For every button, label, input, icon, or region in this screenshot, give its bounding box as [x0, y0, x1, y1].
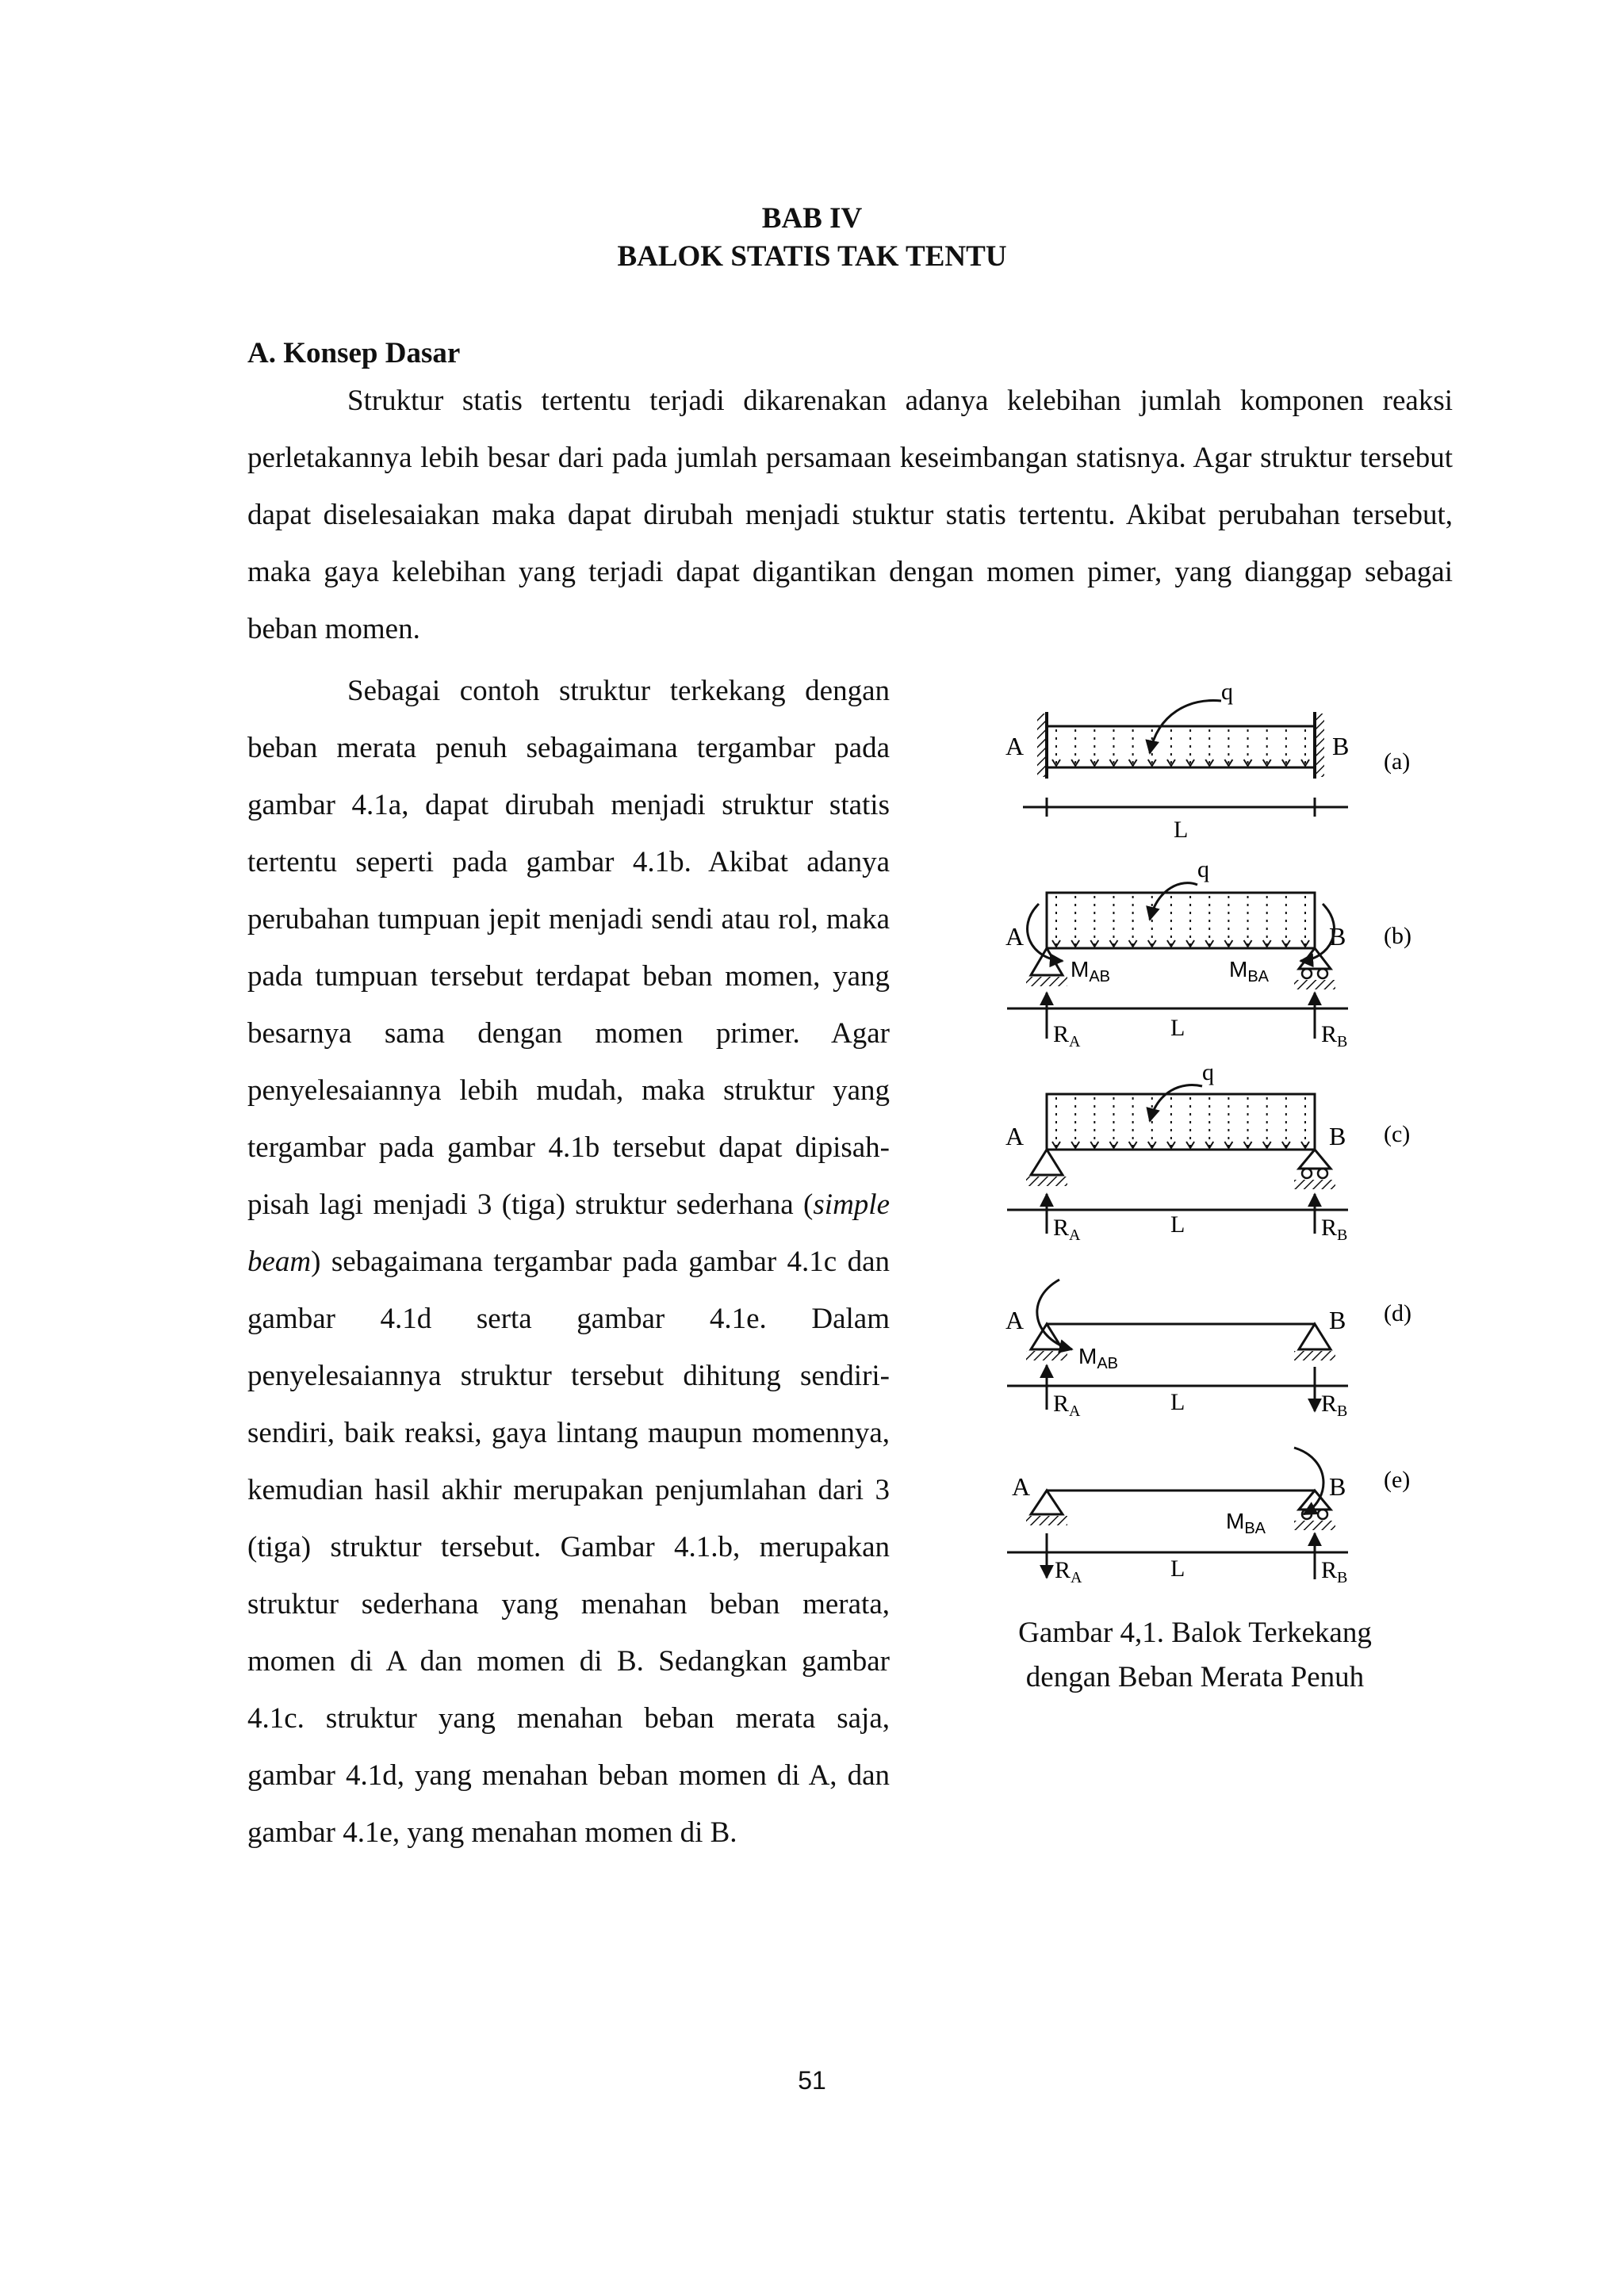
load-q-label-b: q [1197, 856, 1209, 882]
reaction-b-sub: B [1337, 1226, 1348, 1244]
support-a-label-a: A [1005, 732, 1025, 760]
caption-line-1: Gambar 4,1. Balok Terkekang [1018, 1617, 1372, 1649]
intro-paragraph [247, 373, 1453, 658]
roller-wheel-c1 [1302, 1169, 1312, 1178]
moment-letter: M [1078, 1344, 1097, 1368]
pin-ground-b [1026, 977, 1067, 986]
roller-wheel-e2 [1318, 1510, 1327, 1519]
moment-ab-label-d [1078, 1344, 1118, 1372]
roller-wheel-b2 [1318, 969, 1327, 978]
support-b-label-a: B [1332, 732, 1350, 760]
support-b-label-c: B [1329, 1122, 1346, 1150]
panel-e [1007, 1448, 1410, 1586]
reaction-b-sub: B [1337, 1569, 1348, 1586]
reaction-b-sub: B [1337, 1033, 1348, 1050]
pin-support-e [1031, 1490, 1063, 1514]
section-heading: A. Konsep Dasar [247, 337, 461, 369]
moment-ba-sub: BA [1247, 968, 1270, 985]
moment-ba-label-b [1229, 957, 1270, 985]
reaction-letter: R [1053, 1391, 1070, 1417]
panel-d [1005, 1280, 1411, 1420]
panel-c-label: (c) [1384, 1121, 1411, 1147]
span-label-a: L [1174, 817, 1189, 843]
moment-ab-sub: AB [1089, 968, 1111, 985]
panel-b-label: (b) [1384, 923, 1411, 949]
reaction-a-label-b [1053, 1021, 1081, 1050]
reaction-letter: R [1055, 1557, 1071, 1583]
reaction-a-sub: A [1069, 1402, 1081, 1420]
moment-ab-sub: AB [1097, 1355, 1119, 1372]
reaction-letter: R [1321, 1215, 1338, 1241]
panel-e-label: (e) [1384, 1467, 1411, 1493]
panel-c [1005, 1059, 1410, 1244]
load-q-label-a: q [1221, 679, 1233, 705]
beam-figure [983, 666, 1427, 1586]
span-label-c: L [1170, 1211, 1185, 1238]
moment-ab-arrow-d [1037, 1280, 1072, 1349]
figure-caption [969, 1611, 1421, 1700]
pin-ground-d-b [1294, 1351, 1335, 1360]
chapter-title: BALOK STATIS TAK TENTU [617, 240, 1007, 273]
moment-letter: M [1226, 1509, 1245, 1533]
load-arrows-b [1052, 896, 1309, 947]
moment-letter: M [1229, 957, 1248, 982]
reaction-letter: R [1053, 1215, 1070, 1241]
reaction-b-label-c [1321, 1215, 1347, 1244]
roller-ground-e [1294, 1521, 1335, 1530]
span-label-b: L [1170, 1015, 1185, 1041]
span-label-e: L [1170, 1556, 1185, 1582]
support-a-label-b: A [1005, 922, 1025, 951]
pin-ground-e [1026, 1516, 1067, 1525]
reaction-a-label-d [1053, 1391, 1081, 1420]
body-text-part1: Sebagai contoh struktur terkekang dengan beban merata penuh sebagaimana tergambar pada gambar 4.1a, dapat dirubah menjadi struktur statis tertentu seperti pada gambar 4.1b. Akibat adanya perubahan tumpuan jepit menjadi sendi atau rol, maka pada tumpuan tersebut terdapat beban momen, yang besarnya sama dengan momen primer. Agar penyelesaiannya lebih mudah, maka struktur yang tergambar pada gambar 4.1b tersebut dapat dipisah-pisah lagi menjadi 3 (tiga) struktur sederhana ( [247, 675, 890, 1221]
reaction-b-label-e [1321, 1557, 1347, 1586]
load-block-c [1047, 1094, 1315, 1150]
moment-ba-label-e [1226, 1509, 1266, 1537]
roller-ground-b [1294, 980, 1335, 989]
pin-support-d-b [1299, 1324, 1331, 1349]
span-label-d: L [1170, 1389, 1185, 1415]
pin-ground-c [1026, 1177, 1067, 1186]
reaction-b-label-b [1321, 1021, 1347, 1050]
reaction-a-sub: A [1069, 1226, 1081, 1244]
reaction-a-sub: A [1071, 1569, 1082, 1586]
reaction-a-sub: A [1069, 1033, 1081, 1050]
load-q-label-c: q [1202, 1059, 1214, 1085]
body-paragraph [247, 663, 890, 1862]
load-q-leader-b [1150, 883, 1197, 920]
load-q-leader-c [1150, 1085, 1202, 1121]
body-text-part2: ) sebagaimana tergambar pada gambar 4.1c dan gambar 4.1d serta gambar 4.1e. Dalam penyelesaiannya struktur tersebut dihitung sendiri-sendiri, baik reaksi, gaya lintang maupun momennya, kemudian hasil akhir merupakan penjumlahan dari 3 (tiga) struktur tersebut. Gambar 4.1.b, merupakan struktur sederhana yang menahan beban merata, momen di A dan momen di B. Sedangkan gambar 4.1c. struktur yang menahan beban merata saja, gambar 4.1d, yang menahan beban momen di A, dan gambar 4.1e, yang menahan momen di B. [247, 1246, 890, 1849]
panel-a-label: (a) [1384, 748, 1411, 775]
body-text-italic: simple beam [247, 1188, 890, 1278]
reaction-letter: R [1321, 1021, 1338, 1047]
intro-text: Struktur statis tertentu terjadi dikarenakan adanya kelebihan jumlah komponen reaksi perletakannya lebih besar dari pada jumlah persamaan keseimbangan statisnya. Agar struktur tersebut dapat diselesaiakan maka dapat dirubah menjadi stuktur statis tertentu. Akibat perubahan tersebut, maka gaya kelebihan yang terjadi dapat digantikan dengan momen pimer, yang dianggap sebagai beban momen. [247, 385, 1453, 645]
panel-b [1005, 856, 1411, 1050]
moment-ba-sub: BA [1244, 1520, 1266, 1537]
pin-ground-d [1026, 1351, 1067, 1360]
roller-support-c [1299, 1150, 1331, 1169]
load-arrows-a [1052, 729, 1309, 766]
support-b-label-b: B [1329, 922, 1346, 951]
support-b-label-e: B [1329, 1472, 1346, 1501]
load-arrows-c [1052, 1097, 1309, 1148]
support-b-label-d: B [1329, 1306, 1346, 1334]
moment-ab-label-b [1071, 957, 1110, 985]
moment-letter: M [1071, 957, 1090, 982]
panel-a [1005, 679, 1410, 843]
reaction-letter: R [1053, 1021, 1070, 1047]
support-a-label-d: A [1005, 1306, 1025, 1334]
reaction-b-label-d [1321, 1391, 1347, 1420]
roller-wheel-b1 [1302, 969, 1312, 978]
pin-support-b [1031, 948, 1063, 975]
beam-diagram [983, 666, 1427, 1586]
support-a-label-e: A [1012, 1472, 1031, 1501]
reaction-a-label-c [1053, 1215, 1081, 1244]
load-block-b [1047, 893, 1315, 948]
reaction-b-sub: B [1337, 1402, 1348, 1420]
roller-wheel-c2 [1318, 1169, 1327, 1178]
caption-line-2: dengan Beban Merata Penuh [1025, 1661, 1365, 1693]
roller-ground-c [1294, 1180, 1335, 1189]
panel-d-label: (d) [1384, 1300, 1411, 1326]
support-a-label-c: A [1005, 1122, 1025, 1150]
pin-support-c [1031, 1150, 1063, 1175]
chapter-number: BAB IV [761, 202, 863, 235]
reaction-a-label-e [1055, 1557, 1082, 1586]
moment-ba-arrow-e [1294, 1448, 1323, 1514]
reaction-letter: R [1321, 1557, 1338, 1583]
page-number: 51 [798, 2066, 826, 2095]
reaction-letter: R [1321, 1391, 1338, 1417]
